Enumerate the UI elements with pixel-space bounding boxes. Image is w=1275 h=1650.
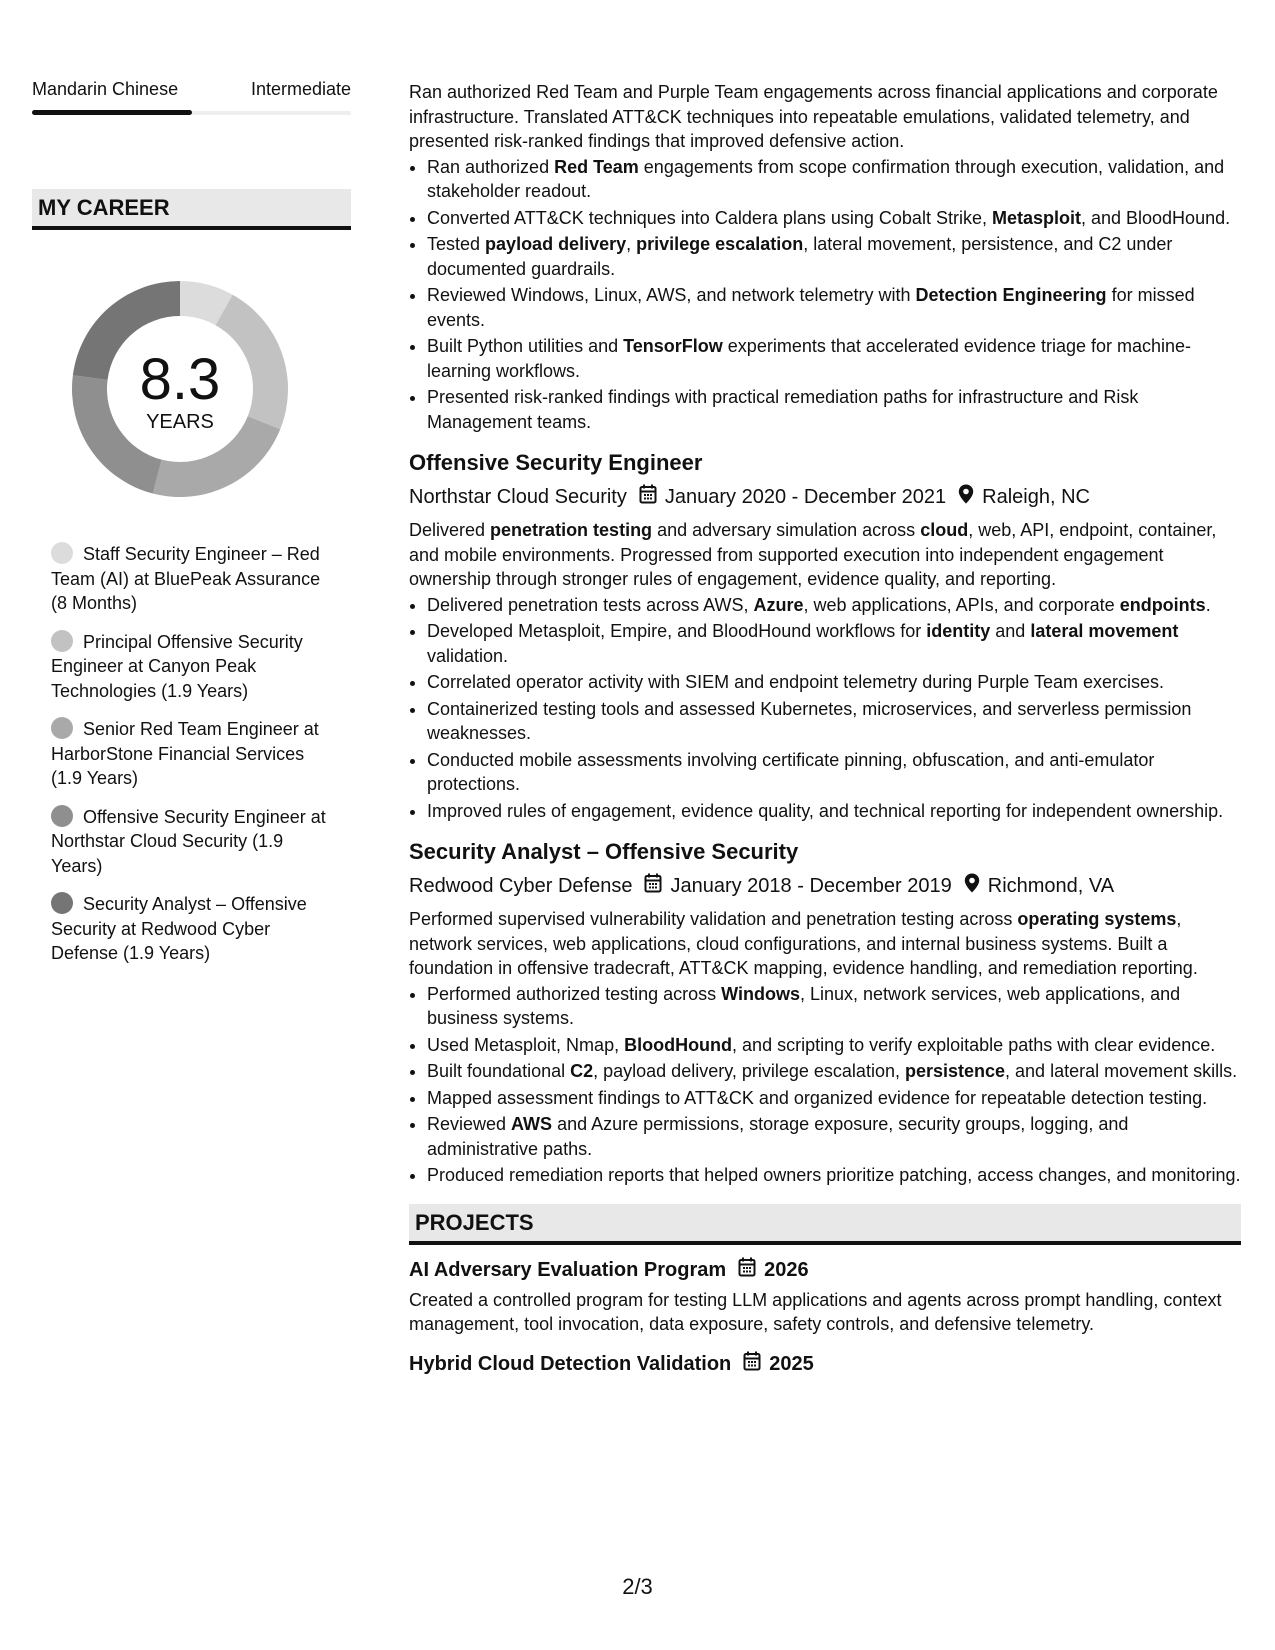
legend-dot (51, 892, 73, 914)
job-meta (409, 484, 1241, 510)
job-summary: Ran authorized Red Team and Purple Team engagements across financial applications and corporate infrastructure. Translated ATT&CK techniques into repeatable emulations, validated telemetry, and presented risk-ranked findings that improved defensive action. (409, 82, 1218, 151)
project-description: Created a controlled program for testing LLM applications and agents across prompt handling, context management, tool invocation, data exposure, safety controls, and defensive telemetry. (409, 1289, 1222, 1334)
job-bullet: • Improved rules of engagement, evidence quality, and technical reporting for independent ownership. (427, 799, 1241, 824)
job-dates: January 2018 - December 2019 (670, 875, 952, 897)
job-bullet: • Built foundational C2, payload delivery, privilege escalation, persistence, and lateral movement skills. (427, 1059, 1241, 1084)
calendar-icon (743, 1351, 761, 1377)
job-bullet: • Converted ATT&CK techniques into Caldera plans using Cobalt Strike, Metasploit, and BloodHound. (427, 206, 1241, 231)
map-pin-icon (958, 484, 974, 510)
job-bullet: • Delivered penetration tests across AWS, Azure, web applications, APIs, and corporate endpoints. (427, 593, 1241, 618)
job-company: Redwood Cyber Defense (409, 875, 633, 897)
job-bullet: • Used Metasploit, Nmap, BloodHound, and scripting to verify exploitable paths with clear evidence. (427, 1033, 1241, 1058)
job-bullet: • Containerized testing tools and assessed Kubernetes, microservices, and serverless permission weaknesses. (427, 697, 1241, 746)
project-name: Hybrid Cloud Detection Validation (409, 1352, 732, 1375)
project-title (409, 1351, 1241, 1377)
career-legend-label: Senior Red Team Engineer at HarborStone Financial Services (1.9 Years) (51, 719, 319, 788)
career-total-unit: YEARS (146, 411, 214, 433)
calendar-icon (738, 1257, 756, 1283)
left-column (32, 78, 351, 980)
project-year: 2026 (764, 1258, 809, 1281)
career-legend-item (51, 630, 333, 704)
career-legend-label: Staff Security Engineer – Red Team (AI) at BluePeak Assurance (8 Months) (51, 544, 321, 613)
job-bullet: • Tested payload delivery, privilege escalation, lateral movement, persistence, and C2 under documented guardrails. (427, 232, 1241, 281)
legend-dot (51, 630, 73, 652)
job-bullet: • Produced remediation reports that helped owners prioritize patching, access changes, and monitoring. (427, 1163, 1241, 1188)
job-bullet: • Mapped assessment findings to ATT&CK and organized evidence for repeatable detection testing. (427, 1086, 1241, 1111)
job-title: Offensive Security Engineer (409, 450, 703, 475)
map-pin-icon (964, 873, 980, 899)
language-level-bar-fill (32, 110, 192, 115)
donut-center (65, 274, 295, 504)
job-dates: January 2020 - December 2021 (664, 486, 947, 508)
legend-dot (51, 717, 73, 739)
project-name: AI Adversary Evaluation Program (409, 1258, 727, 1281)
legend-dot (51, 805, 73, 827)
project-title (409, 1257, 1241, 1283)
language-name: Mandarin Chinese (32, 79, 179, 99)
job-title: Security Analyst – Offensive Security (409, 839, 799, 864)
calendar-icon (639, 484, 657, 510)
job-bullet: • Reviewed Windows, Linux, AWS, and network telemetry with Detection Engineering for missed events. (427, 283, 1241, 332)
right-column (409, 80, 1241, 1377)
job-bullets (409, 593, 1241, 824)
job-bullet: • Presented risk-ranked findings with practical remediation paths for infrastructure and Risk Management teams. (427, 385, 1241, 434)
job-bullet: • Developed Metasploit, Empire, and BloodHound workflows for identity and lateral movement validation. (427, 619, 1241, 668)
job-summary: Delivered penetration testing and adversary simulation across cloud, web, API, endpoint, container, and mobile environments. Progressed from supported execution into independent engagement ownership through stronger rules of engagement, evidence quality, and reporting. (409, 520, 1217, 589)
job-bullet: • Performed authorized testing across Windows, Linux, network services, web applications, and business systems. (427, 982, 1241, 1031)
job-bullets (409, 982, 1241, 1188)
job-location: Raleigh, NC (982, 486, 1090, 508)
project-year: 2025 (769, 1352, 814, 1375)
job-bullet: • Conducted mobile assessments involving certificate pinning, obfuscation, and anti-emulator protections. (427, 748, 1241, 797)
job-bullet: • Built Python utilities and TensorFlow experiments that accelerated evidence triage for machine-learning workflows. (427, 334, 1241, 383)
job-location: Richmond, VA (987, 875, 1115, 897)
job-bullet: • Ran authorized Red Team engagements from scope confirmation through execution, validation, and stakeholder readout. (427, 155, 1241, 204)
career-legend-item (51, 717, 333, 791)
career-legend-label: Offensive Security Engineer at Northstar Cloud Security (1.9 Years) (51, 806, 326, 876)
page-number: 2/3 (622, 1574, 653, 1599)
career-legend (51, 542, 333, 966)
career-legend-item (51, 892, 333, 966)
projects-heading: PROJECTS (409, 1204, 1241, 1245)
career-legend-label: Security Analyst – Offensive Security at Redwood Cyber Defense (1.9 Years) (51, 894, 307, 963)
career-legend-item (51, 805, 333, 879)
language-level: Intermediate (250, 79, 351, 99)
language-level-bar (32, 111, 351, 115)
career-total-years: 8.3 (139, 347, 221, 412)
job-bullet: • Correlated operator activity with SIEM and endpoint telemetry during Purple Team exercises. (427, 670, 1241, 695)
career-heading: MY CAREER (32, 189, 351, 230)
language-row (32, 78, 351, 100)
calendar-icon (644, 873, 662, 899)
job-meta (409, 873, 1241, 899)
career-donut-chart (65, 274, 295, 504)
legend-dot (51, 542, 73, 564)
job-summary: Performed supervised vulnerability validation and penetration testing across operating systems, network services, web applications, cloud configurations, and internal business systems. Built a foundation in offensive tradecraft, ATT&CK mapping, evidence handling, and remediation reporting. (409, 909, 1198, 978)
job-bullet: • Reviewed AWS and Azure permissions, storage exposure, security groups, logging, and administrative paths. (427, 1112, 1241, 1161)
career-legend-item (51, 542, 333, 616)
career-legend-label: Principal Offensive Security Engineer at Canyon Peak Technologies (1.9 Years) (51, 631, 303, 701)
job-company: Northstar Cloud Security (409, 486, 627, 508)
job-bullets (409, 155, 1241, 435)
